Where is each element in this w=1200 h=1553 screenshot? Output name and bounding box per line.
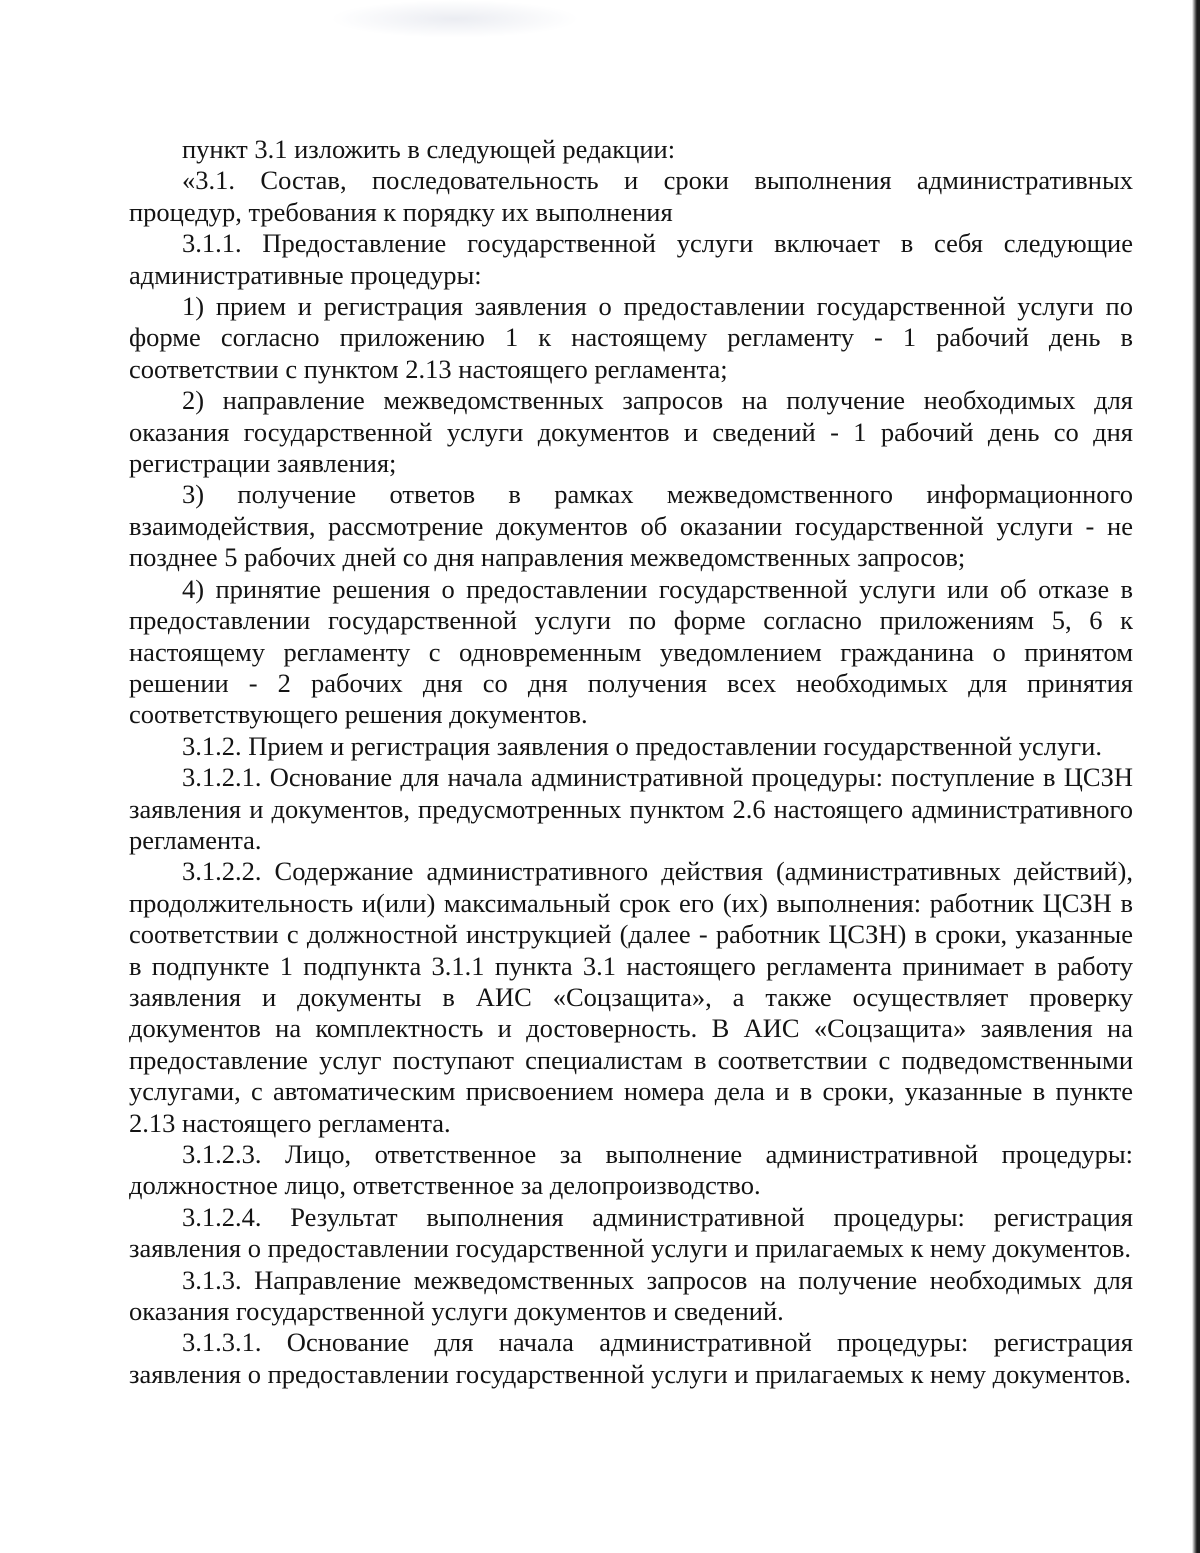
paragraph-intro: пункт 3.1 изложить в следующей редакции:	[182, 134, 676, 164]
paragraph-3-1-2-2: 3.1.2.2. Содержание административного действия (административных действий), продолжительность и(или) максимальный срок его (их) выполнения: работник ЦСЗН в соответствии с должностной инструкцией (далее - работник ЦСЗН) в сроки, указанные в подпункте 1 подпункта 3.1.1 пункта 3.1 настоящего регламента принимает в работу заявления и документы в АИС «Соцзащита», а также осуществляет проверку документов на комплектность и достоверность. В АИС «Соцзащита» заявления на предоставление услуг поступают специалистам в соответствии с подведомственными услугами, с автоматическим присвоением номера дела и в сроки, указанные в пункте 2.13 настоящего регламента.	[129, 856, 1133, 1138]
paragraph-item-4: 4) принятие решения о предоставлении государственной услуги или об отказе в предоставлении государственной услуги по форме согласно приложениям 5, 6 к настоящему регламенту с одновременным уведомлением гражданина о принятом решении - 2 рабочих дня со дня получения всех необходимых для принятия соответствующего решения документов.	[129, 573, 1133, 730]
paragraph-3-1-1: 3.1.1. Предоставление государственной услуги включает в себя следующие административные процедуры:	[129, 228, 1133, 290]
paragraph-3-1-2-1: 3.1.2.1. Основание для начала административной процедуры: поступление в ЦСЗН заявления и документов, предусмотренных пунктом 2.6 настоящего административного регламента.	[129, 762, 1133, 855]
paragraph-3-1-2: 3.1.2. Прием и регистрация заявления о предоставлении государственной услуги.	[182, 730, 1102, 761]
document-body	[129, 134, 1133, 1390]
paragraph-item-2: 2) направление межведомственных запросов на получение необходимых для оказания государственной услуги документов и сведений - 1 рабочий день со дня регистрации заявления;	[129, 385, 1133, 479]
scan-artifact	[330, 0, 580, 38]
paragraph-3-1-2-3: 3.1.2.3. Лицо, ответственное за выполнение административной процедуры: должностное лицо, ответственное за делопроизводство.	[129, 1139, 1133, 1201]
paragraph-3-1: «3.1. Состав, последовательность и сроки выполнения административных процедур, требования к порядку их выполнения	[129, 165, 1133, 227]
scan-edge	[1192, 0, 1200, 1553]
paragraph-3-1-3-1: 3.1.3.1. Основание для начала административной процедуры: регистрация заявления о предоставлении государственной услуги и прилагаемых к нему документов.	[129, 1327, 1133, 1389]
paragraph-item-3: 3) получение ответов в рамках межведомственного информационного взаимодействия, рассмотрение документов об оказании государственной услуги - не позднее 5 рабочих дней со дня направления межведомственных запросов;	[129, 479, 1133, 573]
paragraph-3-1-2-4: 3.1.2.4. Результат выполнения административной процедуры: регистрация заявления о предоставлении государственной услуги и прилагаемых к нему документов.	[129, 1201, 1133, 1264]
paragraph-3-1-3: 3.1.3. Направление межведомственных запросов на получение необходимых для оказания государственной услуги документов и сведений.	[129, 1264, 1133, 1327]
paragraph-item-1: 1) прием и регистрация заявления о предоставлении государственной услуги по форме согласно приложению 1 к настоящему регламенту - 1 рабочий день в соответствии с пунктом 2.13 настоящего регламента;	[129, 291, 1133, 384]
